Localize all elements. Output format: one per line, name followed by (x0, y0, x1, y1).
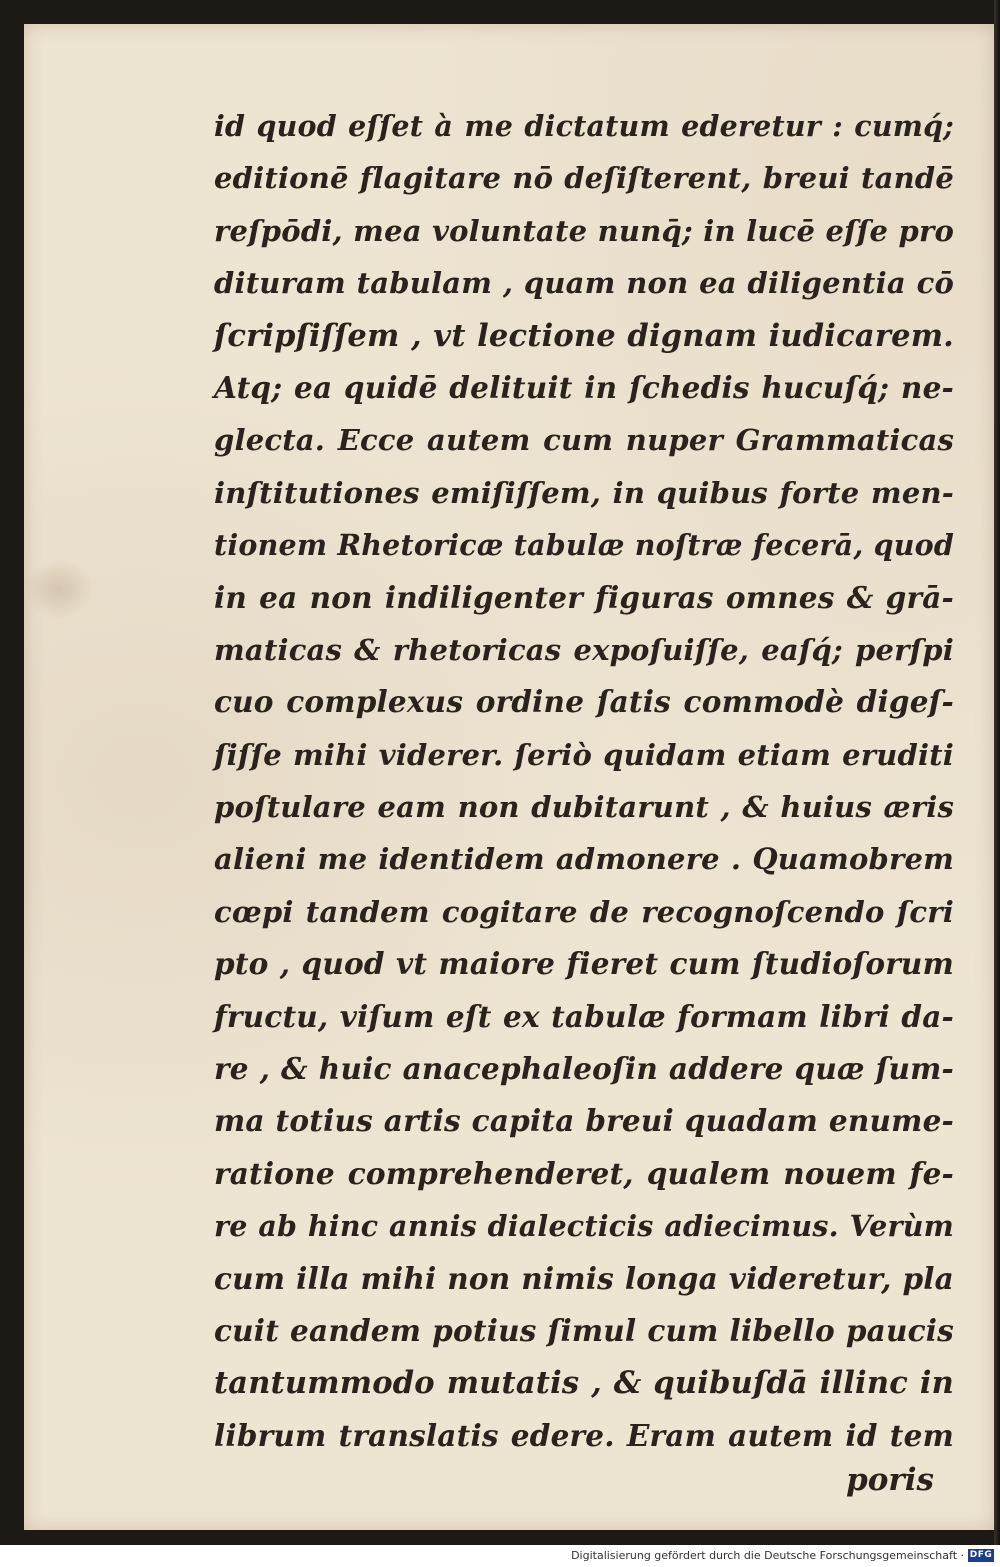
text-line: editionē flagitare nō deſiſterent, breui tandē (214, 161, 954, 196)
text-line: reſpōdi, mea voluntate nunq̄; in lucē eſſe pro (214, 213, 954, 248)
dfg-logo-icon: DFG (969, 1550, 993, 1560)
book-edge (994, 0, 1000, 1545)
book-page (24, 24, 994, 1530)
text-line: tionem Rhetoricæ tabulæ noſtræ fecerā, quod (214, 528, 954, 563)
text-line: id quod eſſet à me dictatum ederetur : cumq́; (214, 109, 954, 143)
text-line: ma totius artis capita breui quadam enume- (214, 1103, 954, 1139)
text-line: cuo complexus ordine ſatis commodè digeſ- (214, 684, 954, 720)
text-line: Atq; ea quidē delituit in ſchedis hucuſq́; ne- (214, 369, 954, 405)
text-line: ſcripſiſſem , vt lectione dignam iudicarem. (214, 317, 954, 354)
text-line: in ea non indiligenter figuras omnes & grā- (214, 579, 954, 615)
text-line: fructu, viſum eſt ex tabulæ formam libri da- (214, 998, 954, 1034)
text-line: maticas & rhetoricas expoſuiſſe, eaſq́; perſpi (214, 632, 954, 667)
text-line: librum translatis edere. Eram autem id tem (214, 1417, 954, 1453)
text-line: ſiſſe mihi viderer. ſeriò quidam etiam eruditi (214, 737, 954, 772)
page-stain (24, 559, 94, 619)
text-line: glecta. Ecce autem cum nuper Grammaticas (214, 423, 954, 458)
text-line: inſtitutiones emiſiſſem, in quibus forte men- (214, 475, 954, 510)
text-line: re , & huic anacephaleoſin addere quæ ſum- (214, 1051, 954, 1087)
text-line: ratione comprehenderet, qualem nouem fe- (214, 1155, 954, 1191)
page-text (214, 100, 954, 1462)
text-line: alieni me identidem admonere . Quamobrem (214, 842, 954, 877)
text-line: re ab hinc annis dialecticis adiecimus. Verùm (214, 1209, 954, 1244)
text-line: cuit eandem potius ſimul cum libello paucis (214, 1312, 954, 1348)
catchword: poris (846, 1462, 934, 1498)
text-line: cum illa mihi non nimis longa videretur, pla (214, 1260, 954, 1296)
funding-notice: Digitalisierung gefördert durch die Deutsche Forschungsgemeinschaft · (571, 1549, 964, 1562)
footer-bar (0, 1545, 1000, 1567)
text-line: tantummodo mutatis , & quibuſdā illinc in (214, 1365, 954, 1402)
text-line: poſtulare eam non dubitarunt , & huius æris (214, 790, 954, 825)
text-line: dituram tabulam , quam non ea diligentia cō (214, 266, 954, 301)
text-line: pto , quod vt maiore fieret cum ſtudioſorum (214, 946, 954, 982)
text-line: cœpi tandem cogitare de recognoſcendo ſcri (214, 894, 954, 929)
